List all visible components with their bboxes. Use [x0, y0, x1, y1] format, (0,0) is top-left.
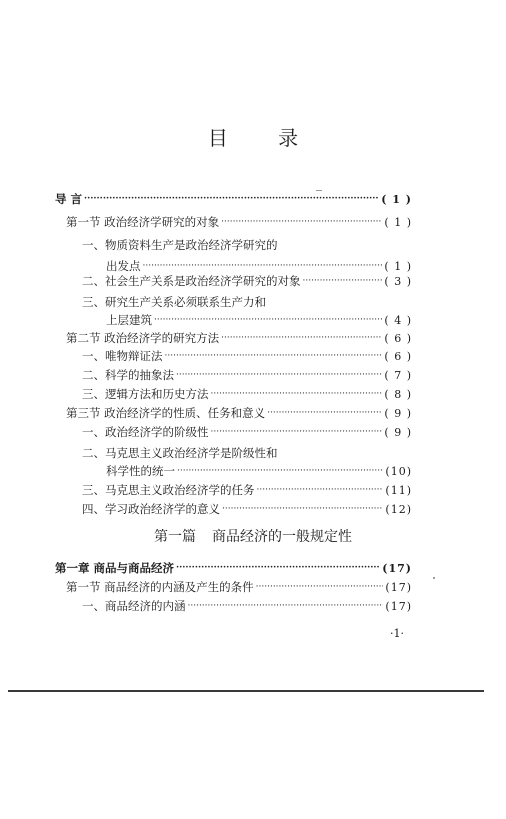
toc-entry	[82, 236, 412, 254]
toc-entry	[66, 404, 412, 422]
toc-entry-page: ( 6 )	[384, 331, 412, 345]
toc-entry-label: 第一节 商品经济的内涵及产生的条件	[66, 580, 254, 594]
toc-entry-page: ( 7 )	[384, 368, 412, 382]
toc-entry-label: 第二节 政治经济学的研究方法	[66, 331, 220, 345]
toc-entry-label: 二、社会生产关系是政治经济学研究的对象	[82, 274, 301, 288]
toc-entry	[66, 578, 412, 596]
toc-entry-label: 三、逻辑方法和历史方法	[82, 387, 209, 401]
toc-entry-page: ( 1 )	[384, 215, 412, 229]
toc-entry-page: ( 1 )	[384, 259, 412, 273]
dot-leader	[188, 597, 384, 615]
scan-speck	[316, 190, 322, 191]
toc-entry	[82, 272, 412, 290]
toc-entry-page: (11)	[385, 483, 412, 497]
toc-entry-label: 导 言	[55, 192, 83, 206]
toc-entry	[82, 597, 412, 615]
toc-entry-page: (10)	[385, 464, 412, 478]
toc-entry-label: 三、研究生产关系必须联系生产力和	[82, 295, 266, 309]
dot-leader	[177, 462, 383, 480]
dot-leader	[257, 481, 384, 499]
page-number: ·1·	[390, 627, 404, 640]
toc-entry-page: ( 6 )	[384, 349, 412, 363]
toc-entry-label: 四、学习政治经济学的意义	[82, 502, 220, 516]
toc-entry	[106, 462, 412, 480]
toc-entry	[82, 385, 412, 403]
toc-entry-page: ( 9 )	[384, 406, 412, 420]
toc-entry	[82, 347, 412, 365]
toc-entry-label: 二、马克思主义政治经济学是阶级性和	[82, 446, 278, 460]
dot-leader	[84, 190, 379, 208]
toc-entry-label: 科学性的统一	[106, 464, 175, 478]
dot-leader	[176, 366, 382, 384]
scan-speck	[433, 577, 435, 579]
page-title: 目 录	[207, 126, 321, 150]
dot-leader	[176, 559, 380, 577]
toc-entry-label: 第一章 商品与商品经济	[55, 561, 175, 575]
toc-entry-label: 上层建筑	[106, 313, 152, 327]
toc-entry-page: (12)	[385, 502, 412, 516]
toc-entry	[82, 444, 412, 462]
toc-entry-label: 一、物质资料生产是政治经济学研究的	[82, 238, 278, 252]
toc-entry	[82, 423, 412, 441]
toc-entry-page: ( 1 )	[381, 192, 412, 206]
toc-entry-page: ( 4 )	[384, 313, 412, 327]
toc-entry-label: 三、马克思主义政治经济学的任务	[82, 483, 255, 497]
toc-entry-page: ( 8 )	[384, 387, 412, 401]
toc-entry-label: 一、唯物辩证法	[82, 349, 163, 363]
toc-entry-label: 出发点	[106, 259, 141, 273]
dot-leader	[303, 272, 383, 290]
toc-entry	[55, 190, 412, 208]
toc-entry-label: 一、商品经济的内涵	[82, 599, 186, 613]
dot-leader	[222, 500, 383, 518]
toc-entry-page: ( 9 )	[384, 425, 412, 439]
toc-entry	[82, 293, 412, 311]
toc-entry	[82, 500, 412, 518]
dot-leader	[267, 404, 382, 422]
toc-entry	[82, 481, 412, 499]
dot-leader	[211, 385, 383, 403]
dot-leader	[211, 423, 383, 441]
toc-entry	[82, 366, 412, 384]
toc-entry-label: 二、科学的抽象法	[82, 368, 174, 382]
toc-entry	[55, 559, 412, 577]
dot-leader	[221, 329, 382, 347]
dot-leader	[165, 347, 383, 365]
dot-leader	[221, 213, 382, 231]
dot-leader	[256, 578, 384, 596]
toc-entry-label: 一、政治经济学的阶级性	[82, 425, 209, 439]
part-title: 商品经济的一般规定性	[212, 529, 352, 545]
toc-entry	[66, 213, 412, 231]
toc-entry-label: 第三节 政治经济学的性质、任务和意义	[66, 406, 266, 420]
toc-entry-page: (17)	[385, 599, 412, 613]
toc-entry	[66, 329, 412, 347]
toc-entry	[106, 311, 412, 329]
toc-entry-page: (17)	[385, 580, 412, 594]
toc-entry-label: 第一节 政治经济学研究的对象	[66, 215, 220, 229]
dot-leader	[154, 311, 382, 329]
page-edge-rule	[8, 690, 484, 692]
part-heading	[0, 526, 506, 546]
part-number: 第一篇	[154, 529, 196, 545]
toc-entry-page: (17)	[382, 561, 412, 575]
toc-entry-page: ( 3 )	[384, 274, 412, 288]
